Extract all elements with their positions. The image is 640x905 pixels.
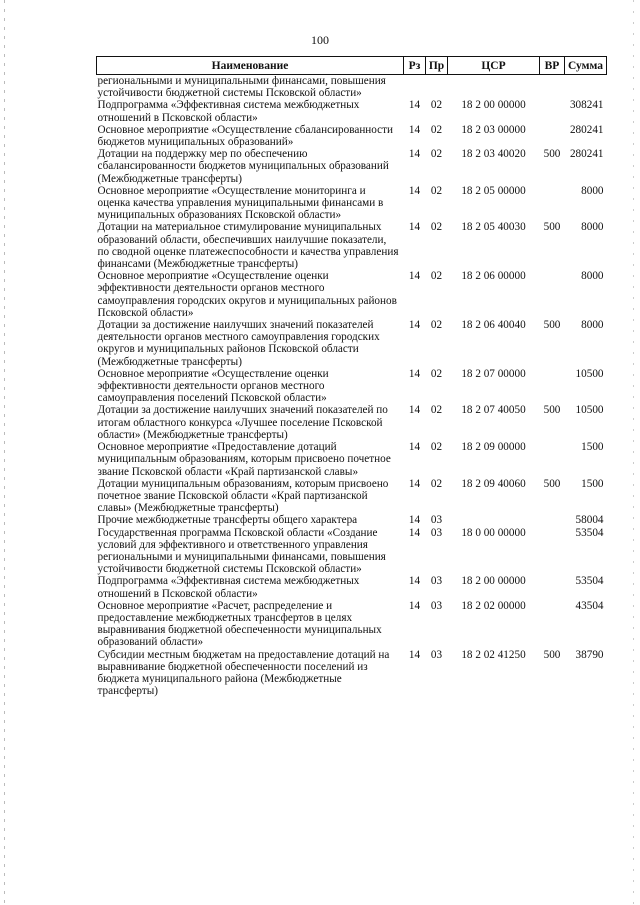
cell-pr: 02 [430, 404, 443, 417]
cell-vr [540, 441, 565, 478]
cell-csr: 18 2 05 00000 [461, 184, 526, 197]
cell-sum: 10500 [575, 367, 604, 380]
cell-pr: 02 [430, 148, 443, 161]
cell-rz: 14 [408, 367, 421, 380]
cell-sum: 43504 [575, 599, 604, 612]
cell-rz: 14 [408, 319, 421, 332]
cell-name: Дотации на материальное стимулирование муниципальных образований области, обеспечивших наилучшие показатели, по сводной оценке платежеспособности и качества управления финансами (Межбюджетные трансферты) [97, 221, 399, 271]
cell-csr: 18 0 00 00000 [461, 526, 526, 539]
cell-vr: 500 [543, 221, 561, 234]
cell-pr: 02 [430, 477, 443, 490]
cell-vr [540, 514, 565, 526]
cell-vr: 500 [543, 477, 561, 490]
cell-vr [540, 185, 565, 222]
table-row [97, 319, 607, 368]
cell-sum: 1500 [581, 477, 604, 490]
cell-rz: 14 [408, 477, 421, 490]
cell-sum: 8000 [581, 184, 604, 197]
cell-rz: 14 [408, 99, 421, 112]
cell-csr: 18 2 02 41250 [461, 648, 526, 661]
budget-table [96, 56, 607, 697]
cell-csr: 18 2 07 40050 [461, 404, 526, 417]
cell-name: Дотации за достижение наилучших значений показателей деятельности органов местного самоуправления городских округов и муниципальных районов Псковской области (Межбюджетные трансферты) [97, 319, 380, 368]
cell-name: Основное мероприятие «Осуществление оценки эффективности деятельности органов местного самоуправления городских округов и муниципальных районов Псковской области» [97, 270, 397, 319]
cell-sum: 280241 [569, 148, 604, 161]
table-body [97, 75, 607, 698]
cell-name: региональными и муниципальными финансами, повышения устойчивости бюджетной системы Псковской области» [97, 75, 386, 100]
budget-table-container [96, 56, 606, 697]
cell-name: Субсидии местным бюджетам на предоставление дотаций на выравнивание бюджетной обеспеченности поселений из бюджета муниципального района (Межбюджетные трансферты) [97, 648, 390, 698]
cell-pr: 02 [430, 319, 443, 332]
table-row [97, 368, 607, 405]
cell-csr: 18 2 02 00000 [461, 599, 526, 612]
cell-pr: 03 [430, 648, 443, 661]
cell-vr [540, 124, 565, 148]
cell-csr: 18 2 05 40030 [461, 221, 526, 234]
cell-csr [448, 75, 540, 100]
cell-name: Основное мероприятие «Осуществление оценки эффективности деятельности органов местного самоуправления поселений Псковской области» [97, 367, 329, 405]
table-row [97, 441, 607, 478]
cell-name: Подпрограмма «Эффективная система межбюджетных отношений в Псковской области» [97, 575, 360, 600]
cell-rz: 14 [408, 148, 421, 161]
scan-edge-left [4, 0, 5, 905]
table-row [97, 270, 607, 319]
cell-csr: 18 2 06 40040 [461, 319, 526, 332]
column-header-rz: Рз [404, 57, 426, 75]
cell-sum: 10500 [575, 404, 604, 417]
cell-sum: 8000 [581, 270, 604, 283]
cell-rz: 14 [408, 270, 421, 283]
cell-name: Государственная программа Псковской области «Создание условий для эффективного и ответственного управления региональными и муниципальными финансами, повышения устойчивости бюджетной системы Псковской области» [97, 526, 386, 576]
table-row [97, 404, 607, 441]
table-header-row [97, 57, 607, 75]
table-row [97, 185, 607, 222]
cell-rz: 14 [408, 441, 421, 454]
cell-pr: 02 [430, 99, 443, 112]
cell-csr: 18 2 03 40020 [461, 148, 526, 161]
cell-rz: 14 [408, 599, 421, 612]
cell-rz [404, 75, 426, 100]
cell-sum: 280241 [569, 123, 604, 136]
table-row [97, 514, 607, 526]
cell-vr [540, 368, 565, 405]
cell-name: Основное мероприятие «Предоставление дотаций муниципальным образованиям, которым присвоено почетное звание Псковской области «Край партизанской славы» [97, 441, 391, 478]
cell-csr: 18 2 06 00000 [461, 270, 526, 283]
cell-vr: 500 [543, 148, 561, 161]
table-row [97, 527, 607, 576]
cell-rz: 14 [408, 404, 421, 417]
cell-sum [565, 75, 607, 100]
cell-csr: 18 2 07 00000 [461, 367, 526, 380]
cell-name: Основное мероприятие «Осуществление мониторинга и оценка качества управления муниципальными финансами в муниципальных образованиях Псковской области» [97, 184, 384, 222]
cell-vr [540, 600, 565, 649]
cell-csr: 18 2 03 00000 [461, 123, 526, 136]
cell-name: Дотации на поддержку мер по обеспечению сбалансированности бюджетов муниципальных образований (Межбюджетные трансферты) [97, 148, 389, 185]
cell-rz: 14 [408, 221, 421, 234]
cell-pr [426, 75, 448, 100]
cell-pr: 02 [430, 184, 443, 197]
table-row [97, 75, 607, 100]
column-header-csr: ЦСР [448, 57, 540, 75]
cell-vr [540, 575, 565, 599]
cell-pr: 02 [430, 441, 443, 454]
cell-sum: 8000 [581, 319, 604, 332]
table-row [97, 600, 607, 649]
cell-csr: 18 2 00 00000 [461, 575, 526, 588]
cell-pr: 03 [430, 575, 443, 588]
cell-pr: 03 [430, 526, 443, 539]
cell-sum: 53504 [575, 526, 604, 539]
cell-csr: 18 2 09 00000 [461, 441, 526, 454]
cell-vr: 500 [543, 319, 561, 332]
column-header-vr: ВР [540, 57, 565, 75]
table-row [97, 478, 607, 515]
cell-csr: 18 2 09 40060 [461, 477, 526, 490]
table-row [97, 575, 607, 599]
cell-vr [540, 99, 565, 123]
cell-rz: 14 [408, 514, 421, 527]
cell-sum: 8000 [581, 221, 604, 234]
cell-vr [540, 75, 565, 100]
cell-rz: 14 [408, 184, 421, 197]
table-row [97, 649, 607, 698]
cell-rz: 14 [408, 648, 421, 661]
cell-rz: 14 [408, 575, 421, 588]
cell-sum: 308241 [569, 99, 604, 112]
cell-rz: 14 [408, 123, 421, 136]
cell-sum: 53504 [575, 575, 604, 588]
column-header-name: Наименование [97, 57, 404, 75]
table-row [97, 221, 607, 270]
column-header-sum: Сумма [565, 57, 607, 75]
cell-vr: 500 [543, 404, 561, 417]
cell-name: Дотации за достижение наилучших значений показателей по итогам областного конкурса «Лучшее поселение Псковской области» (Межбюджетные трансферты) [97, 404, 388, 441]
table-row [97, 148, 607, 185]
cell-pr: 02 [430, 221, 443, 234]
cell-vr: 500 [543, 648, 561, 661]
cell-sum: 38790 [575, 648, 604, 661]
cell-name: Основное мероприятие «Расчет, распределение и предоставление межбюджетных трансфертов в целях выравнивания бюджетной обеспеченности муниципальных образований области» [97, 599, 382, 649]
table-row [97, 124, 607, 148]
column-header-pr: Пр [426, 57, 448, 75]
cell-vr [540, 270, 565, 319]
cell-vr [540, 527, 565, 576]
cell-name: Основное мероприятие «Осуществление сбалансированности бюджетов муниципальных образований» [97, 123, 394, 149]
cell-pr: 03 [430, 599, 443, 612]
cell-pr: 02 [430, 270, 443, 283]
table-row [97, 99, 607, 123]
cell-name: Прочие межбюджетные трансферты общего характера [97, 514, 358, 527]
cell-name: Подпрограмма «Эффективная система межбюджетных отношений в Псковской области» [97, 99, 360, 124]
cell-pr: 02 [430, 367, 443, 380]
cell-csr: 18 2 00 00000 [461, 99, 526, 112]
cell-pr: 02 [430, 123, 443, 136]
cell-sum: 1500 [581, 441, 604, 454]
page-number: 100 [311, 33, 329, 47]
cell-pr: 03 [430, 514, 443, 527]
cell-sum: 58004 [575, 514, 604, 527]
cell-rz: 14 [408, 526, 421, 539]
scan-edge-right [633, 0, 634, 905]
cell-name: Дотации муниципальным образованиям, которым присвоено почетное звание Псковской области «Край партизанской славы» (Межбюджетные трансферты) [97, 477, 389, 515]
cell-csr [448, 514, 540, 526]
